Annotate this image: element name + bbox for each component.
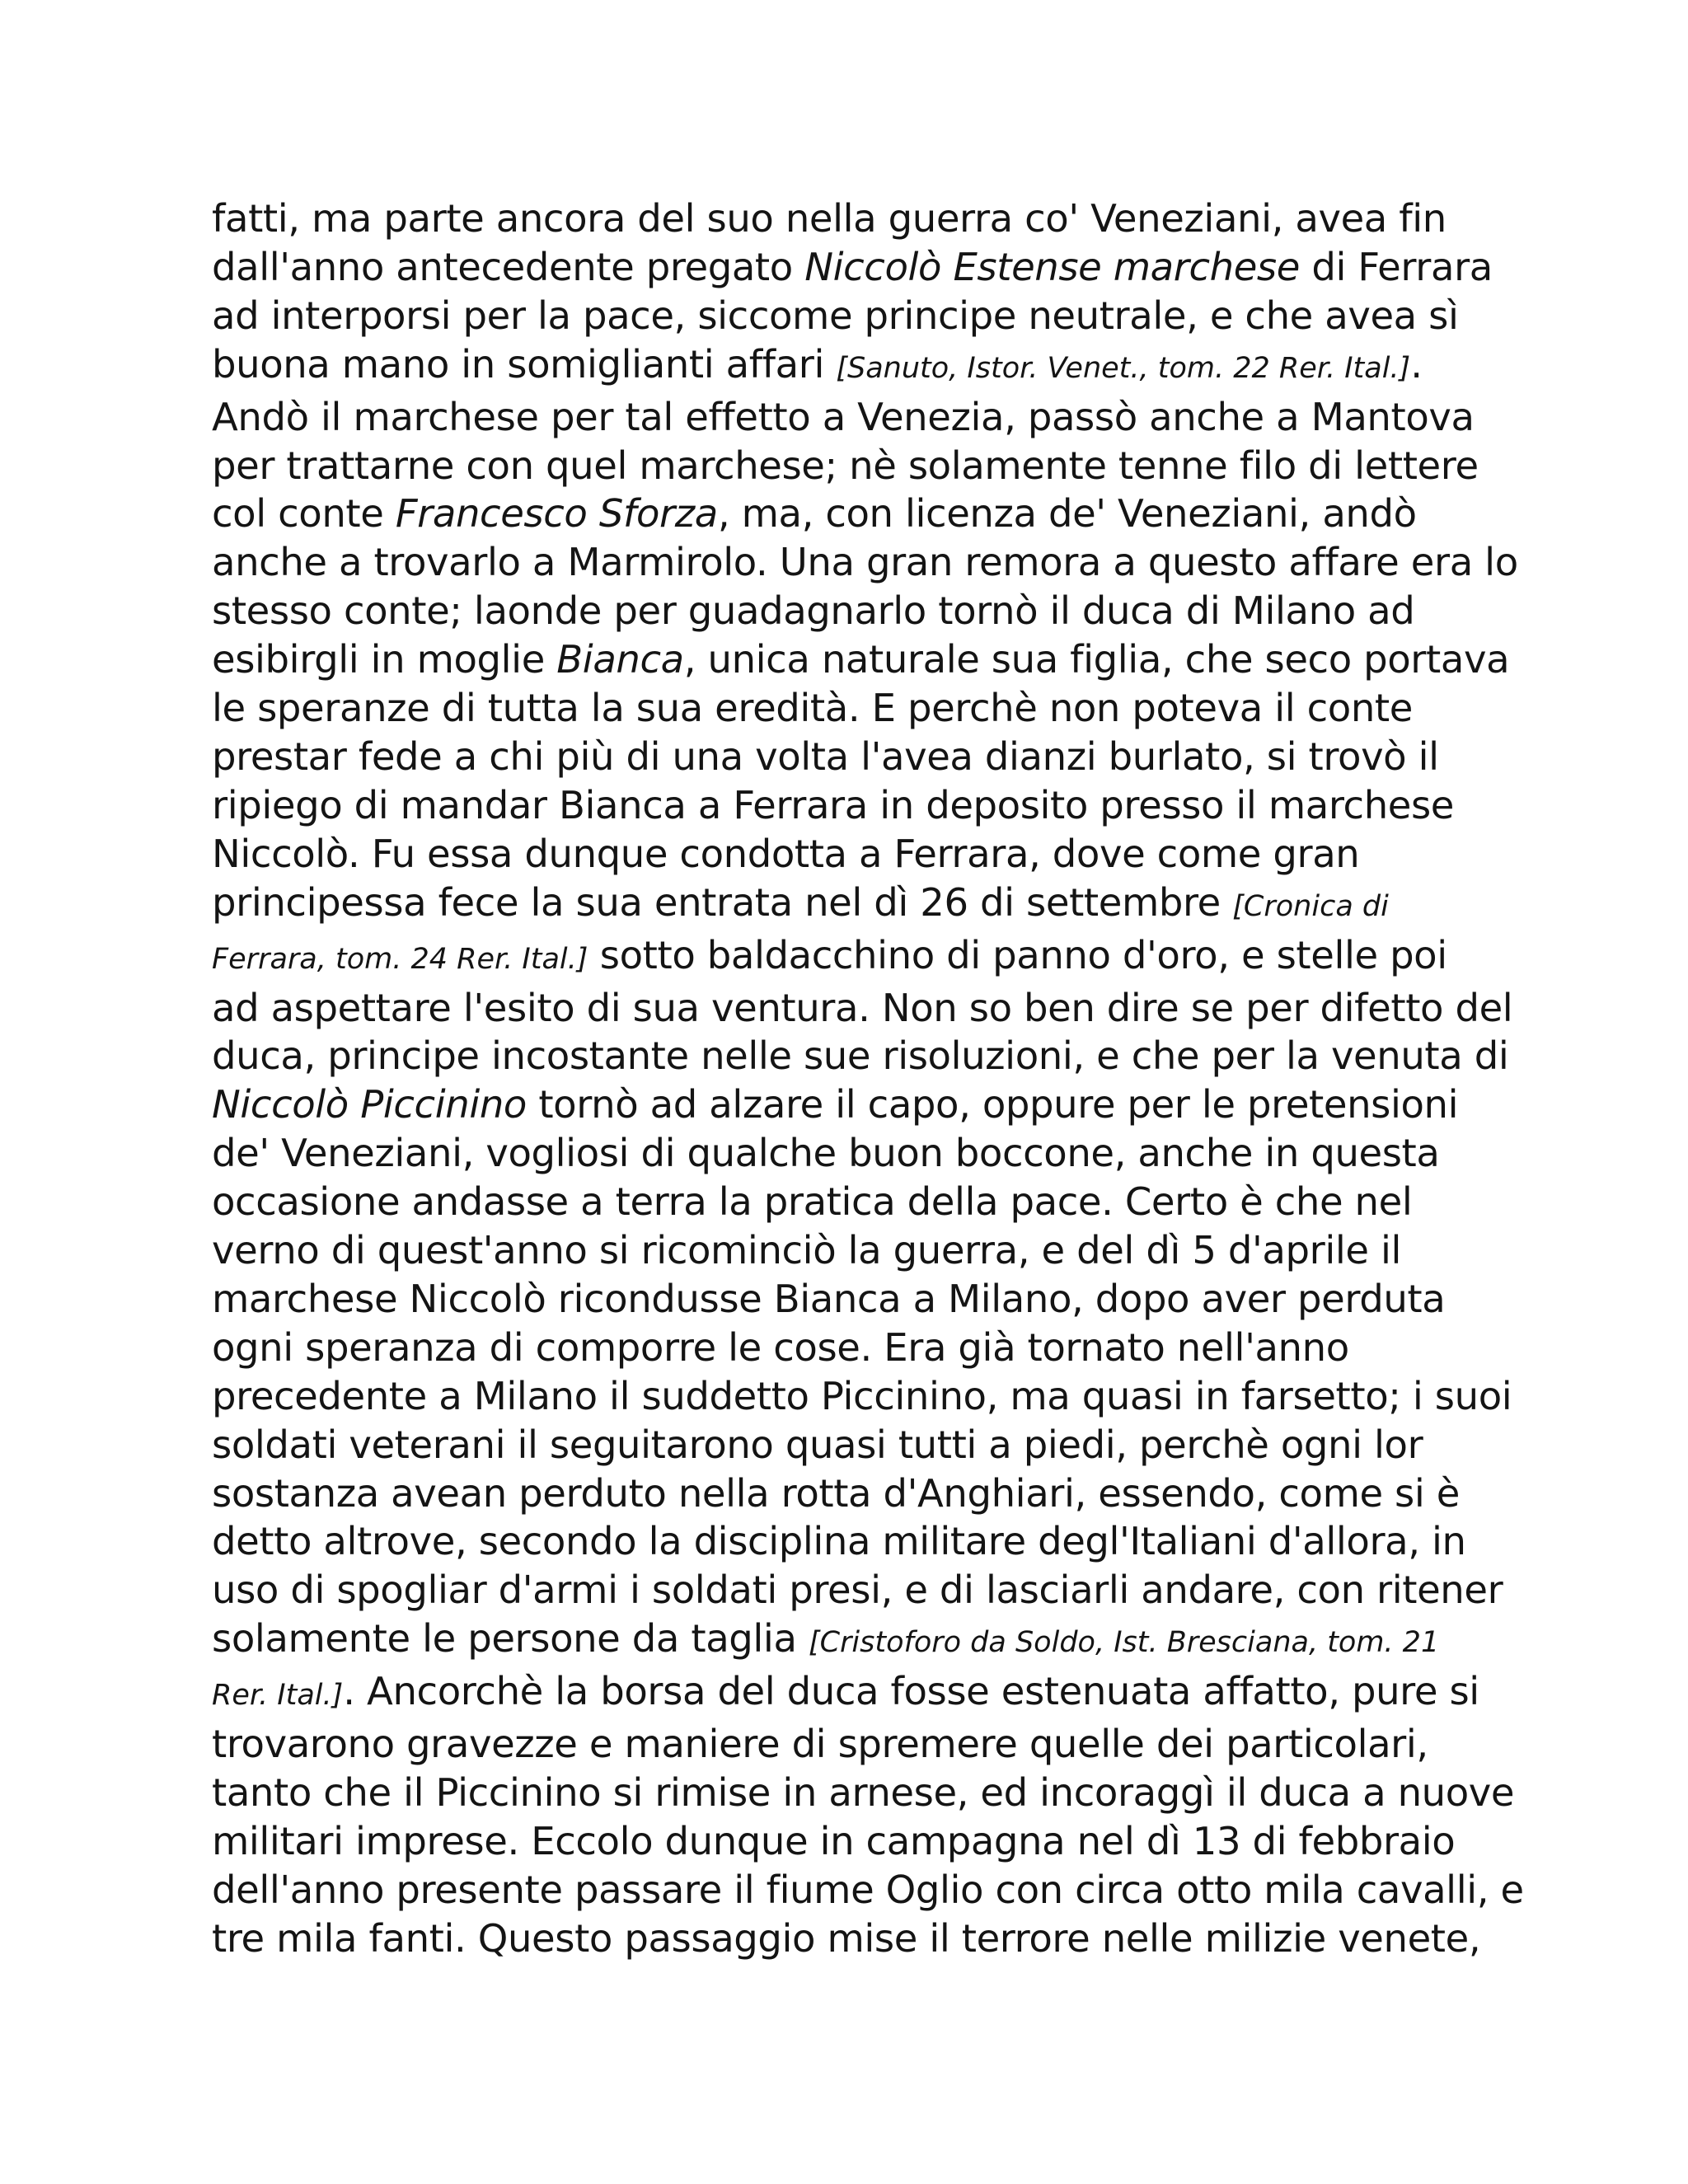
text-line bbox=[212, 1226, 1498, 1275]
text-segment: , ma, con licenza de' Veneziani, andò bbox=[717, 491, 1417, 537]
text-line bbox=[212, 1866, 1524, 1915]
text-line bbox=[212, 1817, 1498, 1866]
text-segment: le speranze di tutta la sua eredità. E perchè non poteva il conte bbox=[212, 686, 1413, 731]
text-segment: soldati veterani il seguitarono quasi tutti a piedi, perchè ogni lor bbox=[212, 1422, 1423, 1467]
text-segment: prestar fede a chi più di una volta l'avea dianzi burlato, si trovò il bbox=[212, 733, 1439, 779]
text-segment: col conte bbox=[212, 491, 396, 537]
text-segment: duca, principe incostante nelle sue risoluzioni, e che per la venuta di bbox=[212, 1033, 1509, 1079]
text-segment: detto altrove, secondo la disciplina militare degl'Italiani d'allora, in bbox=[212, 1519, 1466, 1564]
text-segment: militari imprese. Eccolo dunque in campagna nel dì 13 di febbraio bbox=[212, 1818, 1456, 1863]
text-line bbox=[212, 879, 1498, 931]
text-segment: principessa fece la sua entrata nel dì 26 di settembre bbox=[212, 879, 1233, 925]
text-line bbox=[212, 1324, 1498, 1372]
text-segment: esibirgli in moglie bbox=[212, 637, 557, 682]
text-segment: tornò ad alzare il capo, oppure per le pretensioni bbox=[526, 1082, 1459, 1127]
text-line bbox=[212, 442, 1498, 490]
text-line bbox=[212, 1566, 1503, 1615]
italic-name: Niccolò Estense marchese bbox=[804, 244, 1300, 289]
text-segment: Niccolò. Fu essa dunque condotta a Ferrara, dove come gran bbox=[212, 831, 1360, 876]
text-line bbox=[212, 194, 1498, 243]
text-line bbox=[212, 1178, 1498, 1226]
text-segment: fatti, ma parte ancora del suo nella guerra co' Veneziani, avea fin bbox=[212, 196, 1447, 241]
body-paragraph bbox=[212, 194, 1524, 1963]
text-line bbox=[212, 393, 1498, 442]
text-segment: sotto baldacchino di panno d'oro, e stelle poi bbox=[588, 932, 1447, 977]
citation-reference: [Cronica di bbox=[1232, 889, 1389, 923]
text-segment: dall'anno antecedente pregato bbox=[212, 244, 805, 289]
text-line bbox=[212, 1129, 1498, 1178]
text-line bbox=[212, 243, 1498, 292]
text-line bbox=[212, 635, 1510, 684]
text-line bbox=[212, 1469, 1498, 1518]
text-segment: . bbox=[1410, 341, 1423, 387]
text-segment: ripiego di mandar Bianca a Ferrara in deposito presso il marchese bbox=[212, 782, 1455, 827]
text-line bbox=[212, 931, 1498, 984]
citation-reference: [Cristoforo da Soldo, Ist. Bresciana, tom. 21 bbox=[808, 1626, 1440, 1660]
italic-name: Niccolò Piccinino bbox=[212, 1082, 527, 1127]
citation-reference: [Sanuto, Istor. Venet., tom. 22 Rer. Ital.] bbox=[836, 351, 1411, 385]
text-segment: , unica naturale sua figlia, che seco portava bbox=[683, 637, 1510, 682]
italic-name: Francesco Sforza bbox=[395, 491, 718, 537]
text-line bbox=[212, 1769, 1515, 1817]
text-line bbox=[212, 1615, 1498, 1667]
text-segment: solamente le persone da taglia bbox=[212, 1616, 809, 1661]
text-line bbox=[212, 1720, 1498, 1769]
text-segment: . Ancorchè la borsa del duca fosse estenuata affatto, pure si bbox=[343, 1669, 1479, 1714]
text-segment: marchese Niccolò ricondusse Bianca a Milano, dopo aver perduta bbox=[212, 1276, 1446, 1321]
text-line bbox=[212, 1080, 1498, 1129]
text-line bbox=[212, 984, 1513, 1033]
text-segment: Andò il marchese per tal effetto a Venezia, passò anche a Mantova bbox=[212, 394, 1475, 439]
text-line bbox=[212, 587, 1498, 635]
text-segment: ad aspettare l'esito di sua ventura. Non so ben dire se per difetto del bbox=[212, 985, 1513, 1030]
text-line bbox=[212, 538, 1518, 587]
text-line bbox=[212, 340, 1498, 393]
text-segment: uso di spogliar d'armi i soldati presi, e di lasciarli andare, con ritener bbox=[212, 1568, 1503, 1613]
text-segment: trovarono gravezze e maniere di spremere quelle dei particolari, bbox=[212, 1722, 1428, 1767]
text-segment: ogni speranza di comporre le cose. Era già tornato nell'anno bbox=[212, 1324, 1349, 1370]
text-segment: dell'anno presente passare il fiume Oglio con circa otto mila cavalli, e bbox=[212, 1867, 1524, 1912]
text-segment: buona mano in somiglianti affari bbox=[212, 341, 837, 387]
text-line bbox=[212, 1372, 1512, 1421]
text-line bbox=[212, 1032, 1509, 1080]
italic-name: Bianca bbox=[556, 637, 684, 682]
text-segment: de' Veneziani, vogliosi di qualche buon boccone, anche in questa bbox=[212, 1131, 1440, 1176]
text-line bbox=[212, 1517, 1498, 1566]
text-line bbox=[212, 490, 1498, 538]
text-segment: tanto che il Piccinino si rimise in arnese, ed incoraggì il duca a nuove bbox=[212, 1770, 1515, 1815]
citation-reference: Ferrara, tom. 24 Rer. Ital.] bbox=[212, 942, 588, 976]
text-line bbox=[212, 830, 1498, 879]
text-line bbox=[212, 292, 1498, 340]
text-segment: sostanza avean perduto nella rotta d'Anghiari, essendo, come si è bbox=[212, 1470, 1460, 1516]
text-line bbox=[212, 684, 1498, 733]
text-line bbox=[212, 1915, 1498, 1963]
text-segment: per trattarne con quel marchese; nè solamente tenne filo di lettere bbox=[212, 443, 1479, 488]
text-segment: occasione andasse a terra la pratica della pace. Certo è che nel bbox=[212, 1179, 1413, 1225]
citation-reference: Rer. Ital.] bbox=[212, 1679, 344, 1713]
text-segment: tre mila fanti. Questo passaggio mise il terrore nelle milizie venete, bbox=[212, 1915, 1481, 1961]
text-line bbox=[212, 1275, 1498, 1324]
text-segment: anche a trovarlo a Marmirolo. Una gran remora a questo affare era lo bbox=[212, 540, 1518, 585]
text-line bbox=[212, 781, 1498, 830]
text-line bbox=[212, 733, 1498, 781]
text-segment: ad interporsi per la pace, siccome principe neutrale, e che avea sì bbox=[212, 293, 1459, 338]
text-segment: di Ferrara bbox=[1299, 244, 1493, 289]
text-line bbox=[212, 1421, 1498, 1469]
text-segment: verno di quest'anno si ricominciò la guerra, e del dì 5 d'aprile il bbox=[212, 1228, 1401, 1273]
text-segment: stesso conte; laonde per guadagnarlo tornò il duca di Milano ad bbox=[212, 588, 1415, 634]
text-segment: precedente a Milano il suddetto Piccinino, ma quasi in farsetto; i suoi bbox=[212, 1373, 1512, 1418]
text-line bbox=[212, 1667, 1498, 1720]
